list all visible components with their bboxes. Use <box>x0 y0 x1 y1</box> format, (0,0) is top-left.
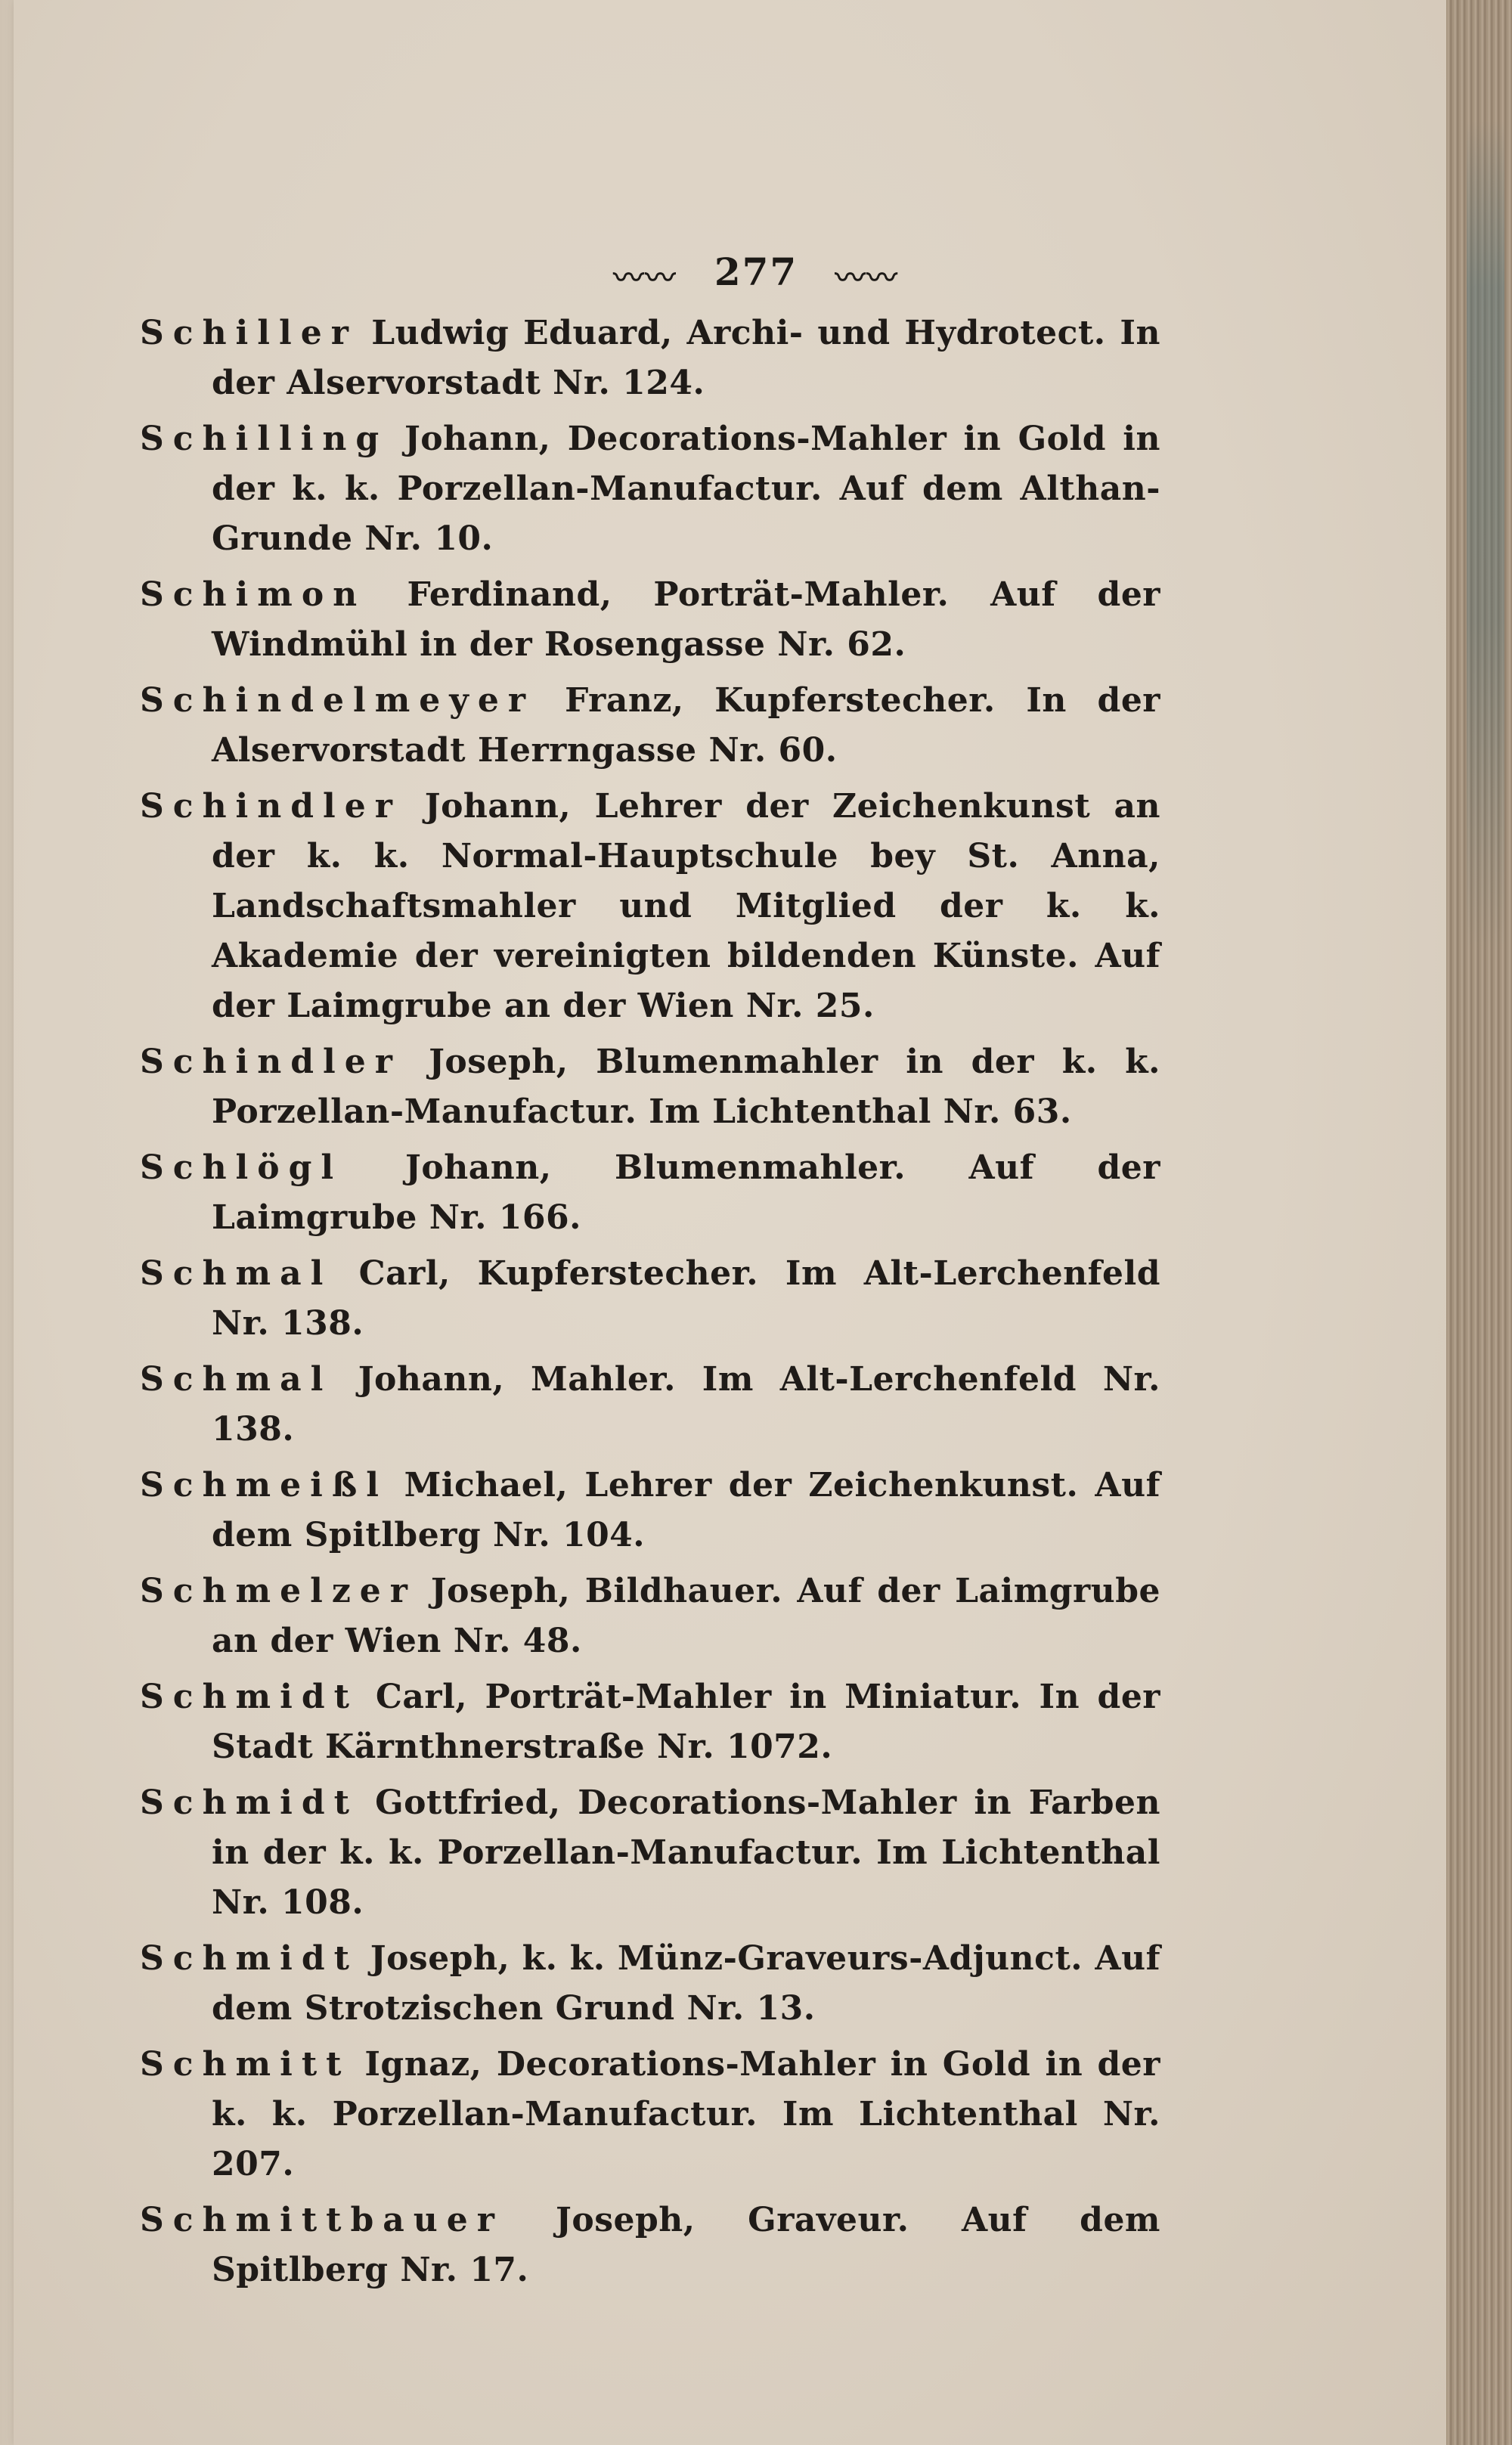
page-header <box>0 249 1512 297</box>
entry-surname: Schmeißl <box>140 1466 388 1504</box>
entry-surname: Schmittbauer <box>140 2201 503 2239</box>
directory-entry <box>140 308 1160 408</box>
entry-text: Franz, Kupferstecher. In der Alservorstadt Herrngasse Nr. 60. <box>212 681 1160 770</box>
directory-entry <box>140 1566 1160 1666</box>
directory-entry <box>140 1461 1160 1560</box>
header-ornament-right: 〰〰 <box>835 259 899 296</box>
directory-entry <box>140 570 1160 670</box>
entry-text: Johann, Lehrer der Zeichenkunst an der k. k. Normal-Hauptschule bey St. Anna, Landschaftsmahler und Mitglied der k. k. Akademie der vereinigten bildenden Künste. Auf der Laimgrube an der Wien Nr. 25. <box>212 787 1160 1025</box>
entry-text: Gottfried, Decorations-Mahler in Farben in der k. k. Porzellan-Manufactur. Im Lichtenthal Nr. 108. <box>212 1783 1160 1922</box>
entry-surname: Schmal <box>140 1254 333 1293</box>
entry-surname: Schmitt <box>140 2045 351 2084</box>
directory-entry <box>140 782 1160 1031</box>
entry-surname: Schindelmeyer <box>140 681 535 720</box>
directory-entry <box>140 2196 1160 2295</box>
directory-entry <box>140 1355 1160 1455</box>
entry-text: Joseph, Bildhauer. Auf der Laimgrube an der Wien Nr. 48. <box>212 1572 1160 1660</box>
page-edge <box>1446 0 1512 2445</box>
entry-surname: Schmidt <box>140 1939 358 1978</box>
entry-surname: Schindler <box>140 787 401 826</box>
edge-stain <box>1467 121 1504 953</box>
directory-entries <box>140 308 1160 2301</box>
page-number: 277 <box>714 249 798 294</box>
entry-text: Johann, Blumenmahler. Auf der Laimgrube Nr. 166. <box>212 1148 1160 1237</box>
entry-text: Johann, Decorations-Mahler in Gold in der k. k. Porzellan-Manufactur. Auf dem Althan-Grunde Nr. 10. <box>212 420 1160 558</box>
entry-text: Carl, Kupferstecher. Im Alt-Lerchenfeld Nr. 138. <box>212 1254 1160 1343</box>
directory-entry <box>140 1249 1160 1349</box>
entry-text: Ludwig Eduard, Archi- und Hydrotect. In der Alservorstadt Nr. 124. <box>212 314 1160 402</box>
directory-entry <box>140 414 1160 564</box>
directory-entry <box>140 2040 1160 2189</box>
entry-surname: Schmidt <box>140 1783 358 1822</box>
entry-text: Joseph, k. k. Münz-Graveurs-Adjunct. Auf dem Strotzischen Grund Nr. 13. <box>212 1939 1160 2028</box>
directory-entry <box>140 1672 1160 1772</box>
entry-text: Ferdinand, Porträt-Mahler. Auf der Windmühl in der Rosengasse Nr. 62. <box>212 575 1160 664</box>
entry-surname: Schmidt <box>140 1678 358 1716</box>
entry-surname: Schilling <box>140 420 389 458</box>
entry-surname: Schindler <box>140 1043 401 1081</box>
directory-entry <box>140 1143 1160 1243</box>
directory-entry <box>140 1778 1160 1928</box>
entry-text: Joseph, Graveur. Auf dem Spitlberg Nr. 17. <box>212 2201 1160 2289</box>
directory-entry <box>140 676 1160 776</box>
directory-entry <box>140 1037 1160 1137</box>
entry-text: Michael, Lehrer der Zeichenkunst. Auf dem Spitlberg Nr. 104. <box>212 1466 1160 1554</box>
entry-surname: Schmal <box>140 1360 333 1399</box>
entry-text: Ignaz, Decorations-Mahler in Gold in der k. k. Porzellan-Manufactur. Im Lichtenthal Nr. 207. <box>212 2045 1160 2183</box>
entry-surname: Schimon <box>140 575 367 614</box>
directory-entry <box>140 1934 1160 2034</box>
entry-surname: Schmelzer <box>140 1572 417 1610</box>
entry-surname: Schlögl <box>140 1148 343 1187</box>
entry-text: Johann, Mahler. Im Alt-Lerchenfeld Nr. 138. <box>212 1360 1160 1449</box>
entry-text: Carl, Porträt-Mahler in Miniatur. In der Stadt Kärnthnerstraße Nr. 1072. <box>212 1678 1160 1766</box>
header-ornament-left: 〰〰 <box>613 259 677 296</box>
entry-surname: Schiller <box>140 314 358 352</box>
entry-text: Joseph, Blumenmahler in der k. k. Porzellan-Manufactur. Im Lichtenthal Nr. 63. <box>212 1043 1160 1131</box>
